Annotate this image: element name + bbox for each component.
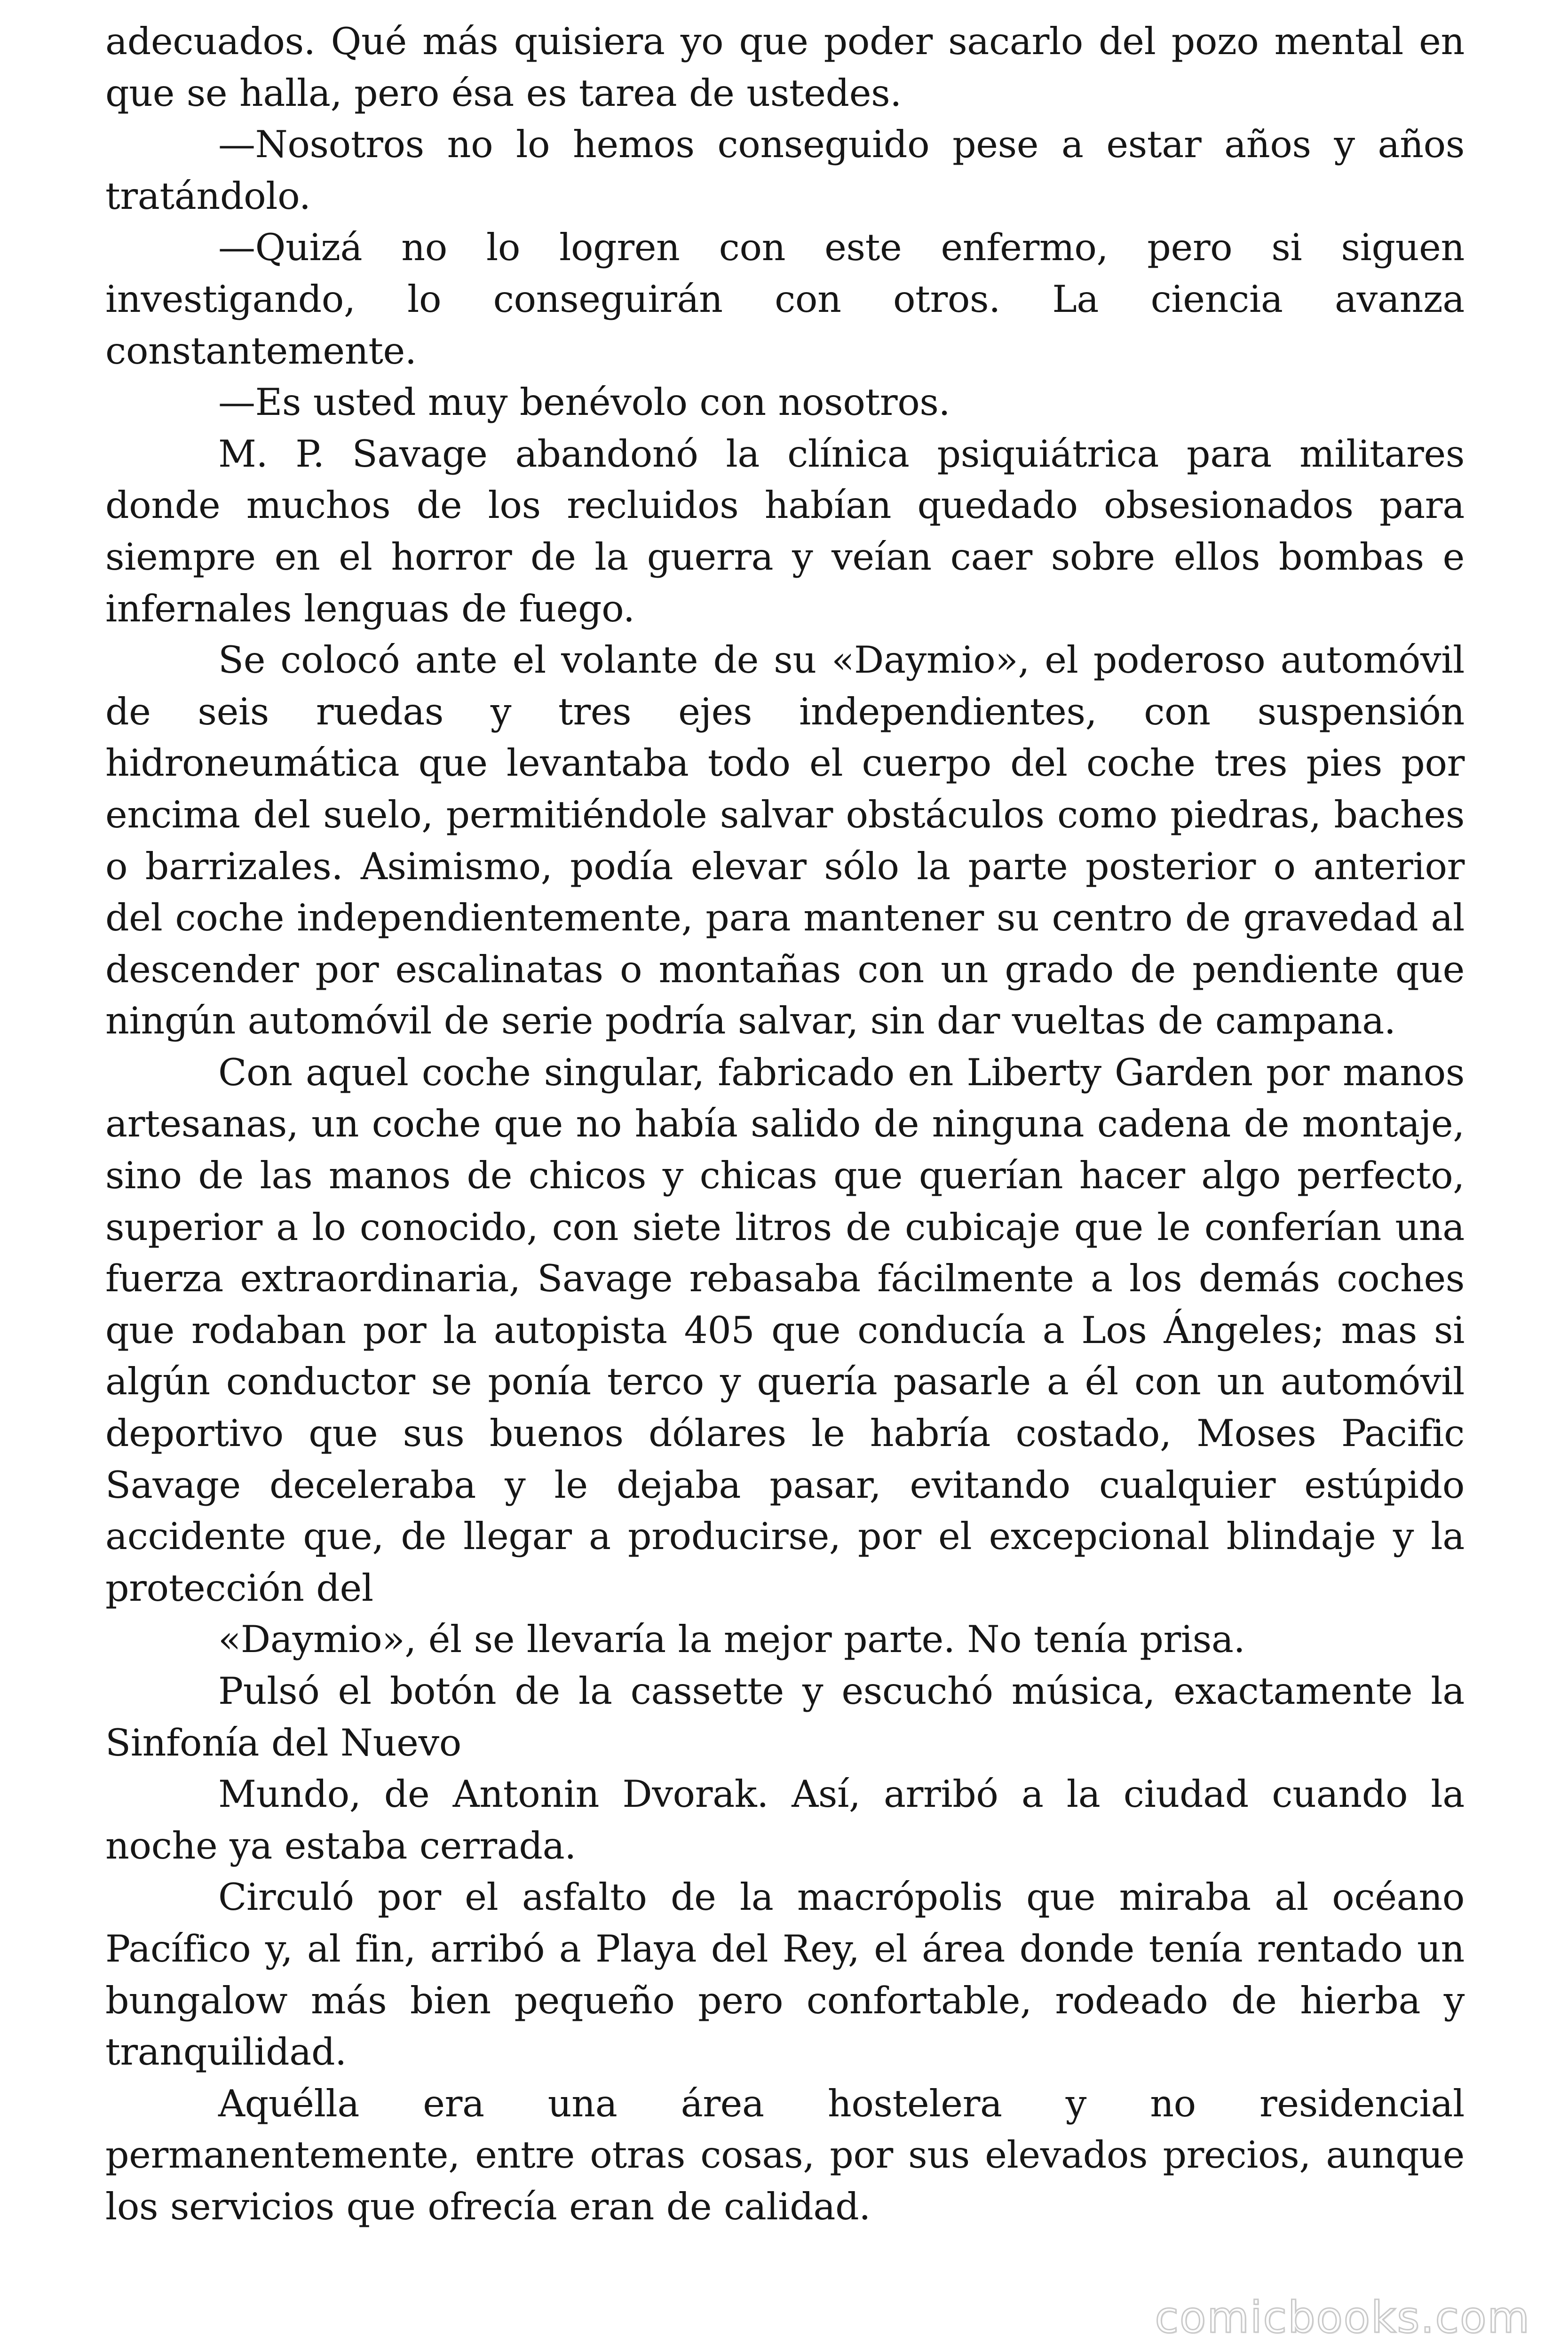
paragraph-dialogue: —Es usted muy benévolo con nosotros.: [218, 381, 950, 424]
paragraph: M. P. Savage abandonó la clínica psiquiátrica para militares donde muchos de los recluidos habían quedado obsesionados para siempre en el horror de la guerra y veían caer sobre ellos bombas e infernales lenguas de fuego.: [105, 432, 1465, 630]
paragraph: Mundo, de Antonin Dvorak. Así, arribó a la ciudad cuando la noche ya estaba cerrada.: [105, 1772, 1465, 1867]
body-text: [105, 16, 1465, 2233]
paragraph: Se colocó ante el volante de su «Daymio», el poderoso automóvil de seis ruedas y tres ejes independientes, con suspensión hidroneumática que levantaba todo el cuerpo del coche tres pies por encima del suelo, permitiéndole salvar obstáculos como piedras, baches o barrizales. Asimismo, podía elevar sólo la parte posterior o anterior del coche independientemente, para mantener su centro de gravedad al descender por escalinatas o montañas con un grado de pendiente que ningún automóvil de serie podría salvar, sin dar vueltas de campana.: [105, 638, 1465, 1043]
paragraph: Aquélla era una área hostelera y no residencial permanentemente, entre otras cosas, por sus elevados precios, aunque los servicios que ofrecía eran de calidad.: [105, 2082, 1465, 2228]
paragraph-dialogue: —Quizá no lo logren con este enfermo, pero si siguen investigando, lo conseguirán con otros. La ciencia avanza constantemente.: [105, 226, 1465, 373]
paragraph: «Daymio», él se llevaría la mejor parte. No tenía prisa.: [218, 1618, 1245, 1661]
paragraph-continuation: adecuados. Qué más quisiera yo que poder sacarlo del pozo mental en que se halla, pero ésa es tarea de ustedes.: [105, 20, 1465, 115]
paragraph: Con aquel coche singular, fabricado en Liberty Garden por manos artesanas, un coche que no había salido de ninguna cadena de montaje, sino de las manos de chicos y chicas que querían hacer algo perfecto, superior a lo conocido, con siete litros de cubicaje que le conferían una fuerza extraordinaria, Savage rebasaba fácilmente a los demás coches que rodaban por la autopista 405 que conducía a Los Ángeles; mas si algún conductor se ponía terco y quería pasarle a él con un automóvil deportivo que sus buenos dólares le habría costado, Moses Pacific Savage deceleraba y le dejaba pasar, evitando cualquier estúpido accidente que, de llegar a producirse, por el excepcional blindaje y la protección del: [105, 1050, 1465, 1610]
paragraph-dialogue: —Nosotros no lo hemos conseguido pese a estar años y años tratándolo.: [105, 123, 1465, 218]
watermark-logo: comicbooks.com: [1155, 2292, 1530, 2343]
paragraph: Pulsó el botón de la cassette y escuchó música, exactamente la Sinfonía del Nuevo: [105, 1669, 1465, 1764]
paragraph: Circuló por el asfalto de la macrópolis que miraba al océano Pacífico y, al fin, arribó a Playa del Rey, el área donde tenía rentado un bungalow más bien pequeño pero confortable, rodeado de hierba y tranquilidad.: [105, 1875, 1465, 2074]
